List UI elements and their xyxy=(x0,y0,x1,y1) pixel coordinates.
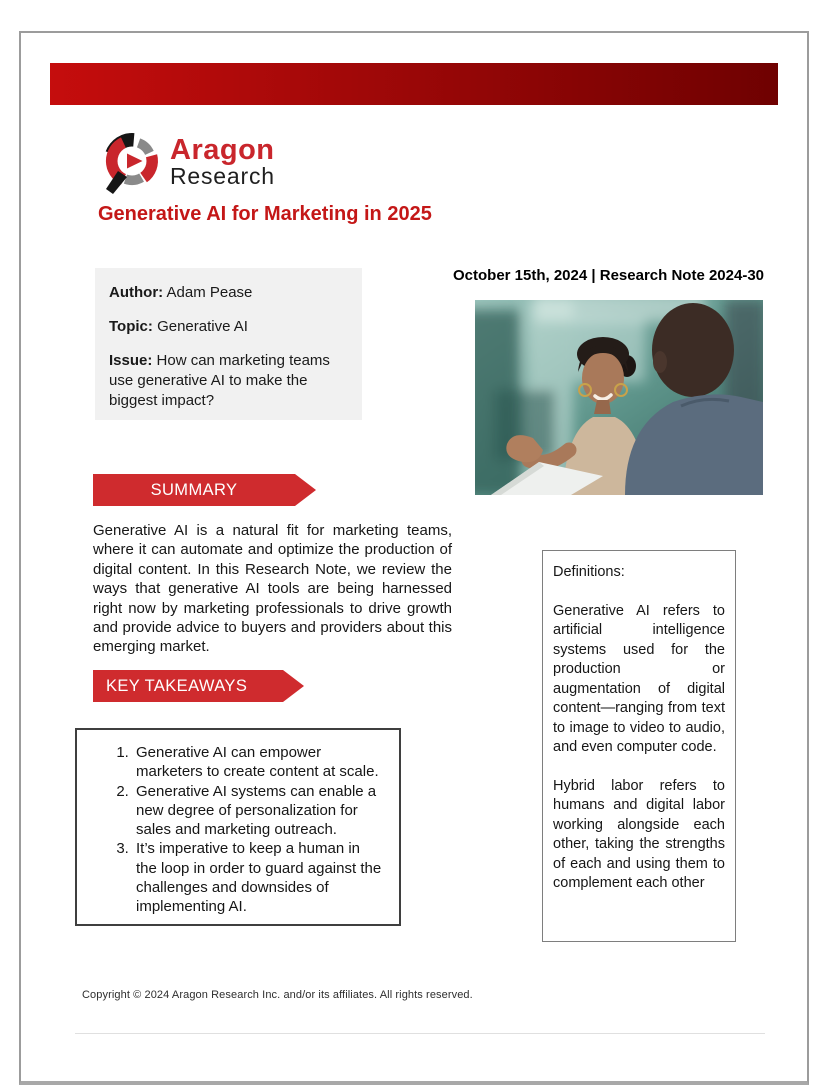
takeaway-item: 3. It’s imperative to keep a human in the loop in order to guard against the challenges and downsides of implementing AI. xyxy=(133,839,383,916)
definitions-heading: Definitions: xyxy=(553,564,625,580)
meta-issue-value: How can marketing teams use generative AI to make the biggest impact? xyxy=(109,352,330,409)
copyright-line: Copyright © 2024 Aragon Research Inc. and/or its affiliates. All rights reserved. xyxy=(82,989,473,1001)
definition-hybrid-labor: Hybrid labor refers to humans and digital labor working alongside each other, taking the strengths of each and using them to complement each other xyxy=(553,777,725,891)
meta-issue xyxy=(109,351,348,411)
aragon-research-logo xyxy=(100,125,275,197)
takeaway-item: 1. Generative AI can empower marketers to create content at scale. xyxy=(133,743,383,782)
logo-wordmark xyxy=(170,133,275,189)
meta-topic-label: Topic: xyxy=(109,318,153,335)
meta-issue-label: Issue: xyxy=(109,352,153,369)
aragon-logo-icon xyxy=(100,125,164,197)
research-note-page xyxy=(19,31,809,1085)
key-takeaways-banner xyxy=(93,670,283,702)
takeaway-item: 2. Generative AI systems can enable a new degree of personalization for sales and marketing outreach. xyxy=(133,782,383,840)
meta-author xyxy=(109,283,348,303)
key-takeaways-list xyxy=(77,743,383,917)
definition-generative-ai: Generative AI refers to artificial intelligence systems used for the production or augmentation of digital content—ranging from text to image to video to audio, and even computer code. xyxy=(553,602,725,755)
footer-divider xyxy=(75,1033,765,1034)
key-takeaways-box xyxy=(75,728,401,926)
summary-banner-label: SUMMARY xyxy=(150,480,238,499)
meeting-photo xyxy=(475,300,763,495)
meta-topic-value: Generative AI xyxy=(157,318,248,335)
date-line: October 15th, 2024 | Research Note 2024-30 xyxy=(452,267,764,284)
logo-subname: Research xyxy=(170,162,275,189)
summary-paragraph: Generative AI is a natural fit for marketing teams, where it can automate and optimize the production of digital content. In this Research Note, we review the ways that generative AI tools are being harnessed right now by marketing professionals to drive growth and provide advice to buyers and providers about this emerging market. xyxy=(93,522,452,656)
key-takeaways-banner-label: KEY TAKEAWAYS xyxy=(106,676,248,695)
meta-topic xyxy=(109,317,348,337)
page-title: Generative AI for Marketing in 2025 xyxy=(98,203,432,225)
meta-author-value: Adam Pease xyxy=(166,284,253,301)
top-red-bar xyxy=(50,63,778,105)
meta-author-label: Author: xyxy=(109,284,164,301)
meta-box xyxy=(95,268,362,420)
summary-banner xyxy=(93,474,295,506)
definitions-box xyxy=(542,550,736,942)
logo-name: Aragon xyxy=(170,133,275,166)
